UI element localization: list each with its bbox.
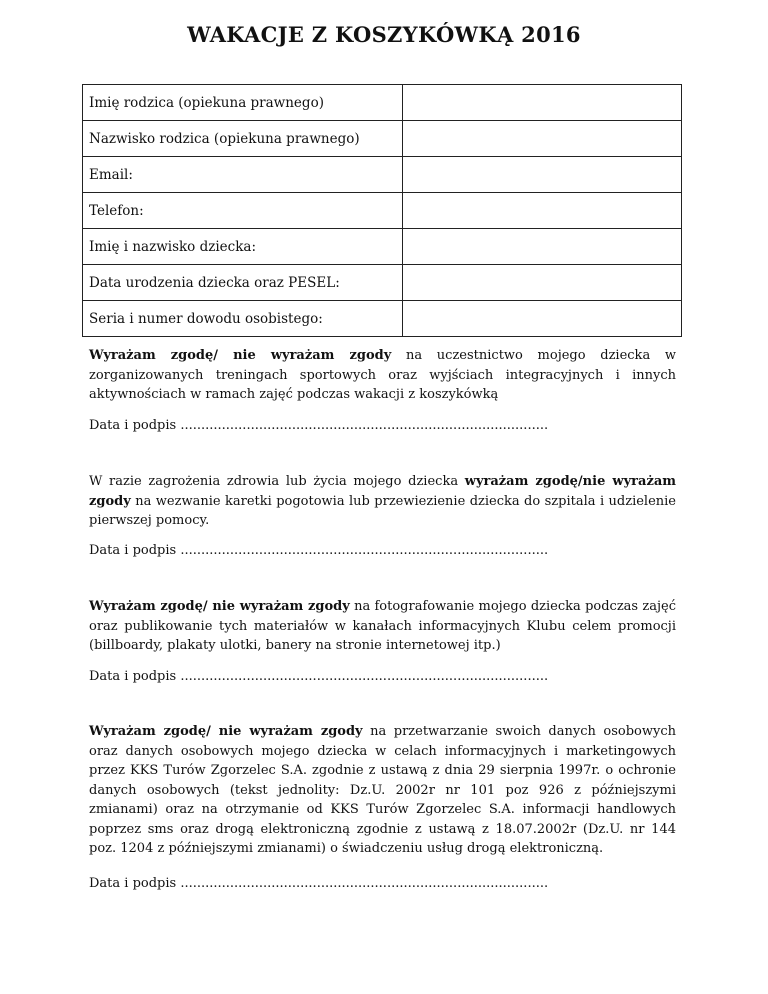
consent-body: na wezwanie karetki pogotowia lub przewiezienie dziecka do szpitala i udzielenie pierwszej pomocy. <box>89 493 676 528</box>
signature-line-3[interactable]: Data i podpis ......................................................................................... <box>89 669 549 684</box>
form-row-parent-last-name <box>83 121 682 157</box>
form-label: Nazwisko rodzica (opiekuna prawnego) <box>83 121 403 157</box>
consent-participation-text <box>89 346 676 405</box>
consent-body: na uczestnictwo mojego dziecka w zorganizowanych treningach sportowych oraz wyjściach integracyjnych i innych aktywnościach w ramach zajęć podczas wakacji z koszykówką <box>89 348 676 402</box>
consent-body: W razie zagrożenia zdrowia lub życia mojego dziecka <box>89 474 465 489</box>
form-label: Email: <box>83 157 403 193</box>
signature-line-2[interactable]: Data i podpis ......................................................................................... <box>89 543 549 558</box>
child-name-field[interactable] <box>403 229 682 265</box>
consent-choice-bold: Wyrażam zgodę/ nie wyrażam zgody <box>89 724 363 739</box>
child-birthdate-pesel-field[interactable] <box>403 265 682 301</box>
form-row-child-name <box>83 229 682 265</box>
form-label: Imię i nazwisko dziecka: <box>83 229 403 265</box>
consent-body: na przetwarzanie swoich danych osobowych oraz danych osobowych mojego dziecka w celach informacyjnych i marketingowych przez KKS Turów Zgorzelec S.A. zgodnie z ustawą z dnia 29 sierpnia 1997r. o ochronie danych osobowych (tekst jednolity: Dz.U. 2002r nr 101 poz 926 z późniejszymi zmianami) oraz na otrzymanie od KKS Turów Zgorzelec S.A. informacji handlowych poprzez sms oraz drogą elektroniczną zgodnie z ustawą z 18.07.2002r (Dz.U. nr 144 poz. 1204 z późniejszymi zmianami) o świadczeniu usług drogą elektroniczną. <box>89 724 676 856</box>
form-row-child-birthdate-pesel <box>83 265 682 301</box>
form-label: Imię rodzica (opiekuna prawnego) <box>83 85 403 121</box>
id-document-field[interactable] <box>403 301 682 337</box>
form-row-id-document <box>83 301 682 337</box>
form-label: Data urodzenia dziecka oraz PESEL: <box>83 265 403 301</box>
signature-line-4[interactable]: Data i podpis ......................................................................................... <box>89 876 549 891</box>
form-label: Seria i numer dowodu osobistego: <box>83 301 403 337</box>
consent-choice-bold: Wyrażam zgodę/ nie wyrażam zgody <box>89 348 392 363</box>
form-row-email <box>83 157 682 193</box>
form-row-phone <box>83 193 682 229</box>
consent-choice-bold: wyrażam zgodę/nie wyrażam zgody <box>89 474 676 509</box>
email-field[interactable] <box>403 157 682 193</box>
signature-line-1[interactable]: Data i podpis ......................................................................................... <box>89 418 549 433</box>
page-title: WAKACJE Z KOSZYKÓWKĄ 2016 <box>187 22 581 47</box>
consent-choice-bold: Wyrażam zgodę/ nie wyrażam zgody <box>89 599 350 614</box>
parent-first-name-field[interactable] <box>403 85 682 121</box>
form-label: Telefon: <box>83 193 403 229</box>
consent-data-processing-text <box>89 722 676 859</box>
consent-body: na fotografowanie mojego dziecka podczas zajęć oraz publikowanie tych materiałów w kanałach informacyjnych Klubu celem promocji (billboardy, plakaty ulotki, banery na stronie internetowej itp.) <box>89 599 676 653</box>
parent-last-name-field[interactable] <box>403 121 682 157</box>
form-row-parent-first-name <box>83 85 682 121</box>
phone-field[interactable] <box>403 193 682 229</box>
registration-form-table <box>82 84 682 337</box>
consent-medical-text <box>89 472 676 531</box>
consent-photo-text <box>89 597 676 656</box>
